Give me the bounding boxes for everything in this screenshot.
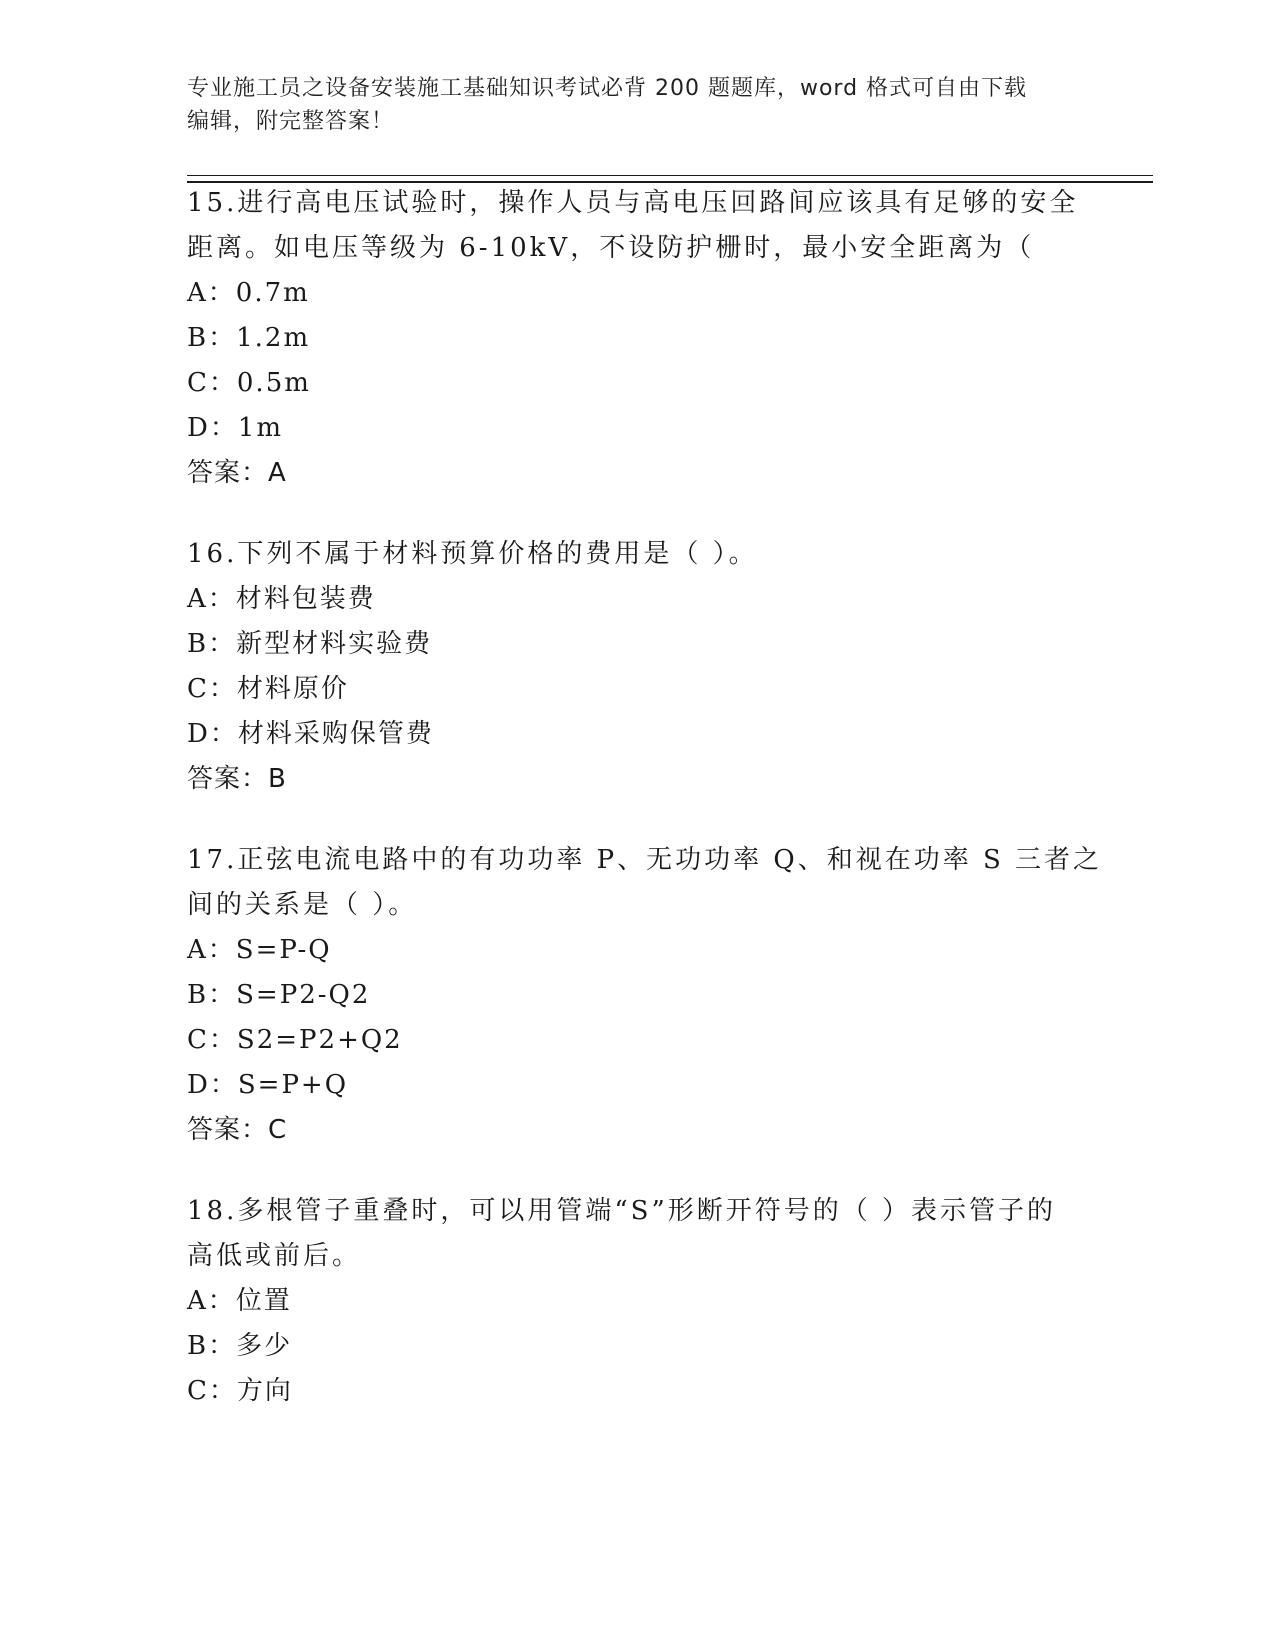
question-stem-line: 高低或前后。	[187, 1241, 362, 1271]
question-18	[187, 1189, 1087, 1414]
answer-label: 答案：A	[187, 458, 287, 488]
question-16	[187, 532, 1087, 802]
option-d: D：1m	[187, 413, 284, 443]
option-b: B：S=P2-Q2	[187, 980, 371, 1010]
question-stem-line: 17.正弦电流电路中的有功功率 P、无功功率 Q、和视在功率 S 三者之	[187, 845, 1103, 875]
question-stem-line: 16.下列不属于材料预算价格的费用是（ ）。	[187, 539, 758, 569]
option-b: B：新型材料实验费	[187, 629, 433, 659]
option-a: A：0.7m	[187, 278, 310, 308]
header-line-2: 编辑，附完整答案！	[187, 109, 395, 134]
option-b: B：1.2m	[187, 323, 311, 353]
question-stem-line: 间的关系是（ ）。	[187, 890, 418, 920]
answer-label: 答案：B	[187, 764, 287, 794]
option-a: A：材料包装费	[187, 584, 376, 614]
header-line-1: 专业施工员之设备安装施工基础知识考试必背 200 题题库，word 格式可自由下载	[187, 76, 1028, 101]
answer-label: 答案：C	[187, 1115, 288, 1145]
option-a: A：位置	[187, 1286, 292, 1316]
option-d: D：材料采购保管费	[187, 719, 434, 749]
option-c: C：材料原价	[187, 674, 349, 704]
header-divider-top	[187, 175, 1153, 176]
question-stem-line: 15.进行高电压试验时，操作人员与高电压回路间应该具有足够的安全	[187, 188, 1079, 218]
document-header	[187, 72, 1067, 138]
question-stem-line: 距离。如电压等级为 6-10kV，不设防护栅时，最小安全距离为（	[187, 233, 1035, 263]
question-stem-line: 18.多根管子重叠时，可以用管端“S”形断开符号的（ ）表示管子的	[187, 1196, 1057, 1226]
option-c: C：方向	[187, 1376, 293, 1406]
option-d: D：S=P+Q	[187, 1070, 349, 1100]
option-c: C：0.5m	[187, 368, 311, 398]
option-b: B：多少	[187, 1331, 293, 1361]
question-17	[187, 838, 1103, 1153]
option-c: C：S2=P2+Q2	[187, 1025, 403, 1055]
question-15	[187, 181, 1087, 496]
option-a: A：S=P-Q	[187, 935, 332, 965]
